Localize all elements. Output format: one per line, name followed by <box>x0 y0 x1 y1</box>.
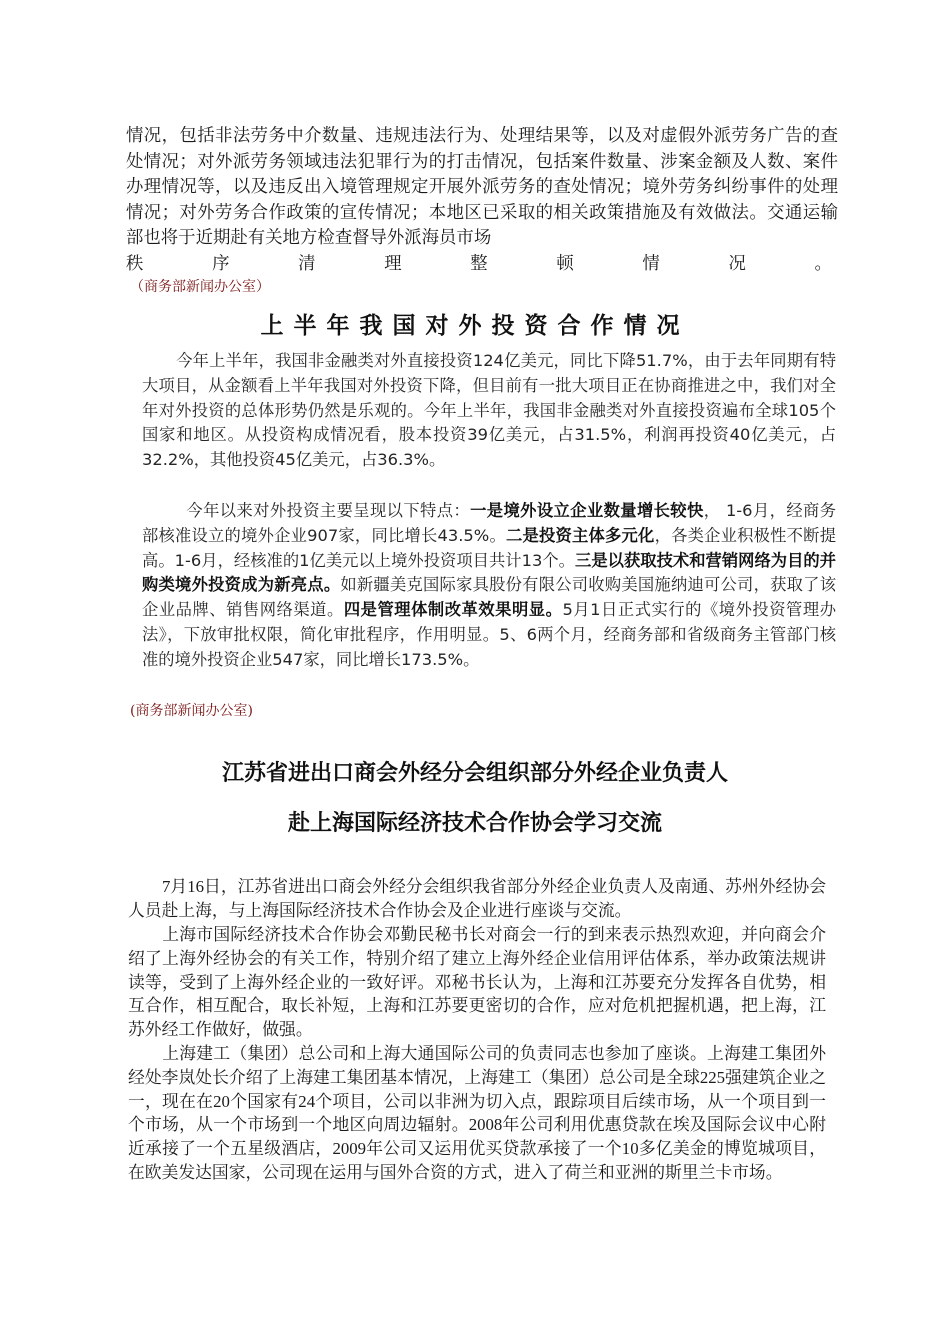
source-credit: （商务部新闻办公室） <box>130 279 270 295</box>
jiangsu-paragraph-3-text: 上海建工（集团）总公司和上海大通国际公司的负责同志也参加了座谈。上海建工集团外经处李岚处长介绍了上海建工集团基本情况，上海建工（集团）总公司是全球225强建筑企业之一，现在在20个国家有24个项目，公司以非洲为切入点，跟踪项目后续市场，从一个项目到一个市场，从一个市场到一个地区向周边辐射。2008年公司利用优惠贷款在埃及国际会议中心附近承接了一个五星级酒店，2009年公司又运用优买贷款承接了一个10多亿美金的博览城项目，在欧美发达国家，公司现在运用与国外合资的方式，进入了荷兰和亚洲的斯里兰卡市场。 <box>128 1044 826 1182</box>
spread-char: 秩 <box>126 254 144 274</box>
text-run: 今年以来对外投资主要呈现以下特点： <box>186 501 471 520</box>
text-run: ， 1-6月，经商务部核准设立的境外企业907家，同比增长43.5%。 <box>142 501 836 545</box>
bold-point-1: 一是境外设立企业数量增长较快 <box>470 501 704 520</box>
bold-point-4: 四是管理体制改革效果明显。 <box>343 600 563 620</box>
jiangsu-paragraph-1 <box>128 875 826 923</box>
jiangsu-title-line-1: 江苏省进出口商会外经分会组织部分外经企业负责人 <box>221 761 728 786</box>
bold-point-2: 二是投资主体多元化 <box>505 525 655 545</box>
text-run: 如新疆美克国际家具股份有限公司收购美国施纳迪可公司，获取了该企业品牌、销售网络渠道。 <box>142 575 836 620</box>
spread-char: 情 <box>642 254 660 274</box>
investment-paragraph-2 <box>142 499 836 673</box>
jiangsu-paragraph-2-text: 上海市国际经济技术合作协会邓勤民秘书长对商会一行的到来表示热烈欢迎，并向商会介绍了上海外经协会的有关工作，特别介绍了建立上海外经企业信用评估体系，举办政策法规讲读等，受到了上海外经企业的一致好评。邓秘书长认为，上海和江苏要充分发挥各自优势，相互合作，相互配合，取长补短，上海和江苏要更密切的合作，应对危机把握机遇，把上海，江苏外经工作做好，做强。 <box>128 925 826 1040</box>
spread-char: 整 <box>470 254 488 274</box>
jiangsu-paragraph-2 <box>128 923 826 1042</box>
bold-point-3: 三是以获取技术和营销网络为目的并购类境外投资成为新亮点。 <box>142 550 836 595</box>
spread-char: 况 <box>728 254 746 274</box>
jiangsu-title-line-2: 赴上海国际经济技术合作协会学习交流 <box>287 811 662 836</box>
spread-char: 理 <box>384 254 402 274</box>
jiangsu-paragraph-3 <box>128 1042 826 1185</box>
spread-char: 清 <box>298 254 316 274</box>
labor-paragraph-last-line <box>126 252 832 278</box>
investment-title: 上半年我国对外投资合作情况 <box>260 313 690 339</box>
source-credit: (商务部新闻办公室) <box>130 703 253 719</box>
spread-char: 序 <box>212 254 230 274</box>
spread-char: 顿 <box>556 254 574 274</box>
investment-paragraph-1 <box>142 349 836 473</box>
text-run: 5月1日正式实行的《境外投资管理办法》，下放审批权限，简化审批程序，作用明显。5、6两个月，经商务部和省级商务主管部门核准的境外投资企业547家，同比增长173.5%。 <box>142 600 836 669</box>
labor-paragraph: 情况，包括非法劳务中介数量、违规违法行为、处理结果等，以及对虚假外派劳务广告的查处情况；对外派劳务领域违法犯罪行为的打击情况，包括案件数量、涉案金额及人数、案件办理情况等，以及违反出入境管理规定开展外派劳务的查处情况；境外劳务纠纷事件的处理情况；对外劳务合作政策的宣传情况；本地区已采取的相关政策措施及有效做法。交通运输部也将于近期赴有关地方检查督导外派海员市场 <box>126 126 838 249</box>
spread-char: 。 <box>814 254 832 274</box>
text-run: ，各类企业积极性不断提高。1-6月，经核准的1亿美元以上境外投资项目共计13个。 <box>142 525 836 570</box>
jiangsu-paragraph-1-text: 7月16日，江苏省进出口商会外经分会组织我省部分外经企业负责人及南通、苏州外经协会人员赴上海，与上海国际经济技术合作协会及企业进行座谈与交流。 <box>128 877 826 920</box>
investment-paragraph-1-text: 今年上半年，我国非金融类对外直接投资124亿美元，同比下降51.7%，由于去年同期有特大项目，从金额看上半年我国对外投资下降，但目前有一批大项目正在协商推进之中，我们对全年对外投资的总体形势仍然是乐观的。今年上半年，我国非金融类对外直接投资遍布全球105个国家和地区。从投资构成情况看，股本投资39亿美元，占31.5%，利润再投资40亿美元，占32.2%，其他投资45亿美元，占36.3%。 <box>142 351 836 470</box>
